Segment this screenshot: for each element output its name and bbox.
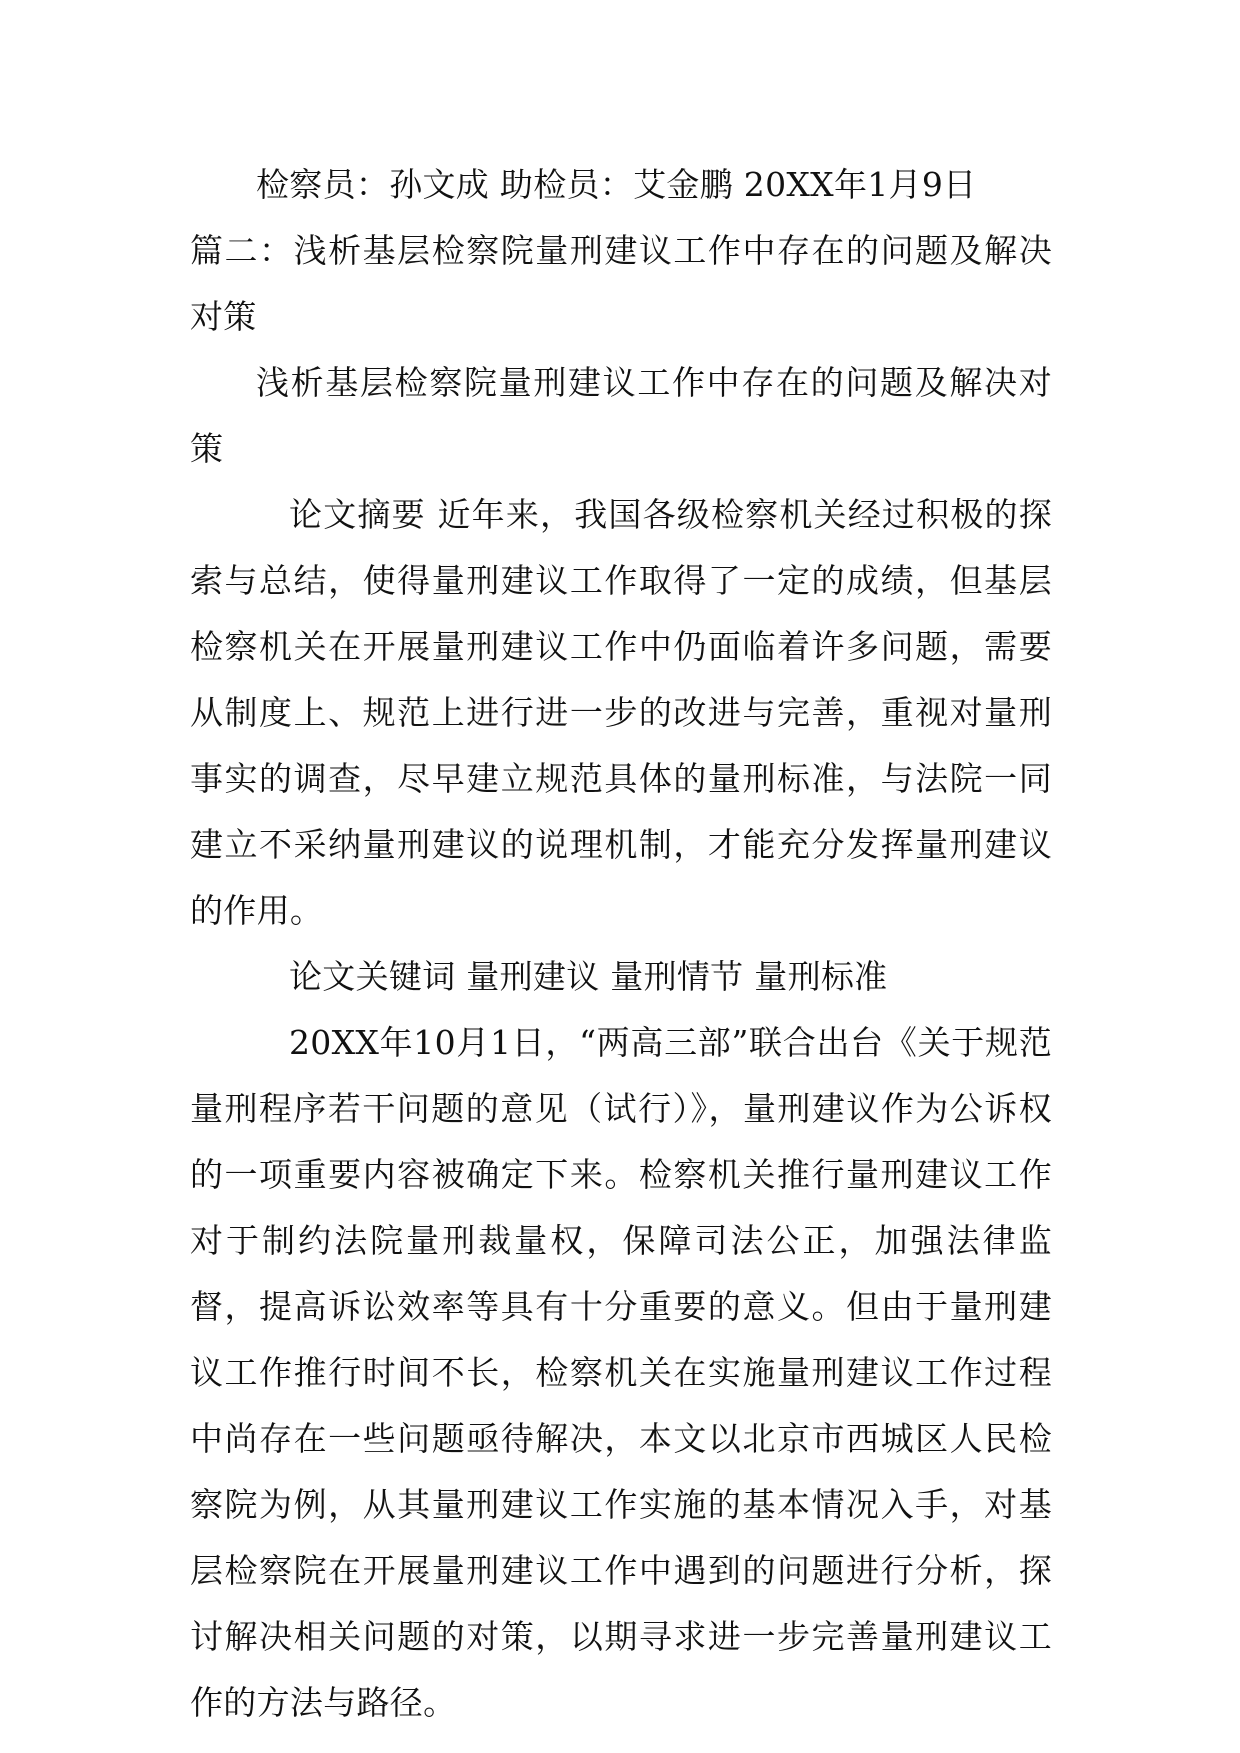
abstract-paragraph: 论文摘要 近年来，我国各级检察机关经过积极的探索与总结，使得量刑建议工作取得了一定的成绩，但基层检察机关在开展量刑建议工作中仍面临着许多问题，需要从制度上、规范上进行进一步的改进与完善，重视对量刑事实的调查，尽早建立规范具体的量刑标准，与法院一同建立不采纳量刑建议的说理机制，才能充分发挥量刑建议的作用。 <box>190 495 1052 930</box>
keywords-paragraph: 论文关键词 量刑建议 量刑情节 量刑标准 <box>289 957 888 996</box>
signature-line: 检察员：孙文成 助检员：艾金鹏 20XX年1月9日 <box>256 165 977 204</box>
body-paragraph: 20XX年10月1日，“两高三部”联合出台《关于规范量刑程序若干问题的意见（试行）》，量刑建议作为公诉权的一项重要内容被确定下来。检察机关推行量刑建议工作对于制约法院量刑裁量权，保障司法公正，加强法律监督，提高诉讼效率等具有十分重要的意义。但由于量刑建议工作推行时间不长，检察机关在实施量刑建议工作过程中尚存在一些问题亟待解决，本文以北京市西城区人民检察院为例，从其量刑建议工作实施的基本情况入手，对基层检察院在开展量刑建议工作中遇到的问题进行分析，探讨解决相关问题的对策，以期寻求进一步完善量刑建议工作的方法与路径。 <box>190 1023 1052 1722</box>
article-title: 浅析基层检察院量刑建议工作中存在的问题及解决对策 <box>190 363 1052 468</box>
section-heading: 篇二：浅析基层检察院量刑建议工作中存在的问题及解决对策 <box>190 231 1052 336</box>
document-body <box>190 152 1052 1736</box>
